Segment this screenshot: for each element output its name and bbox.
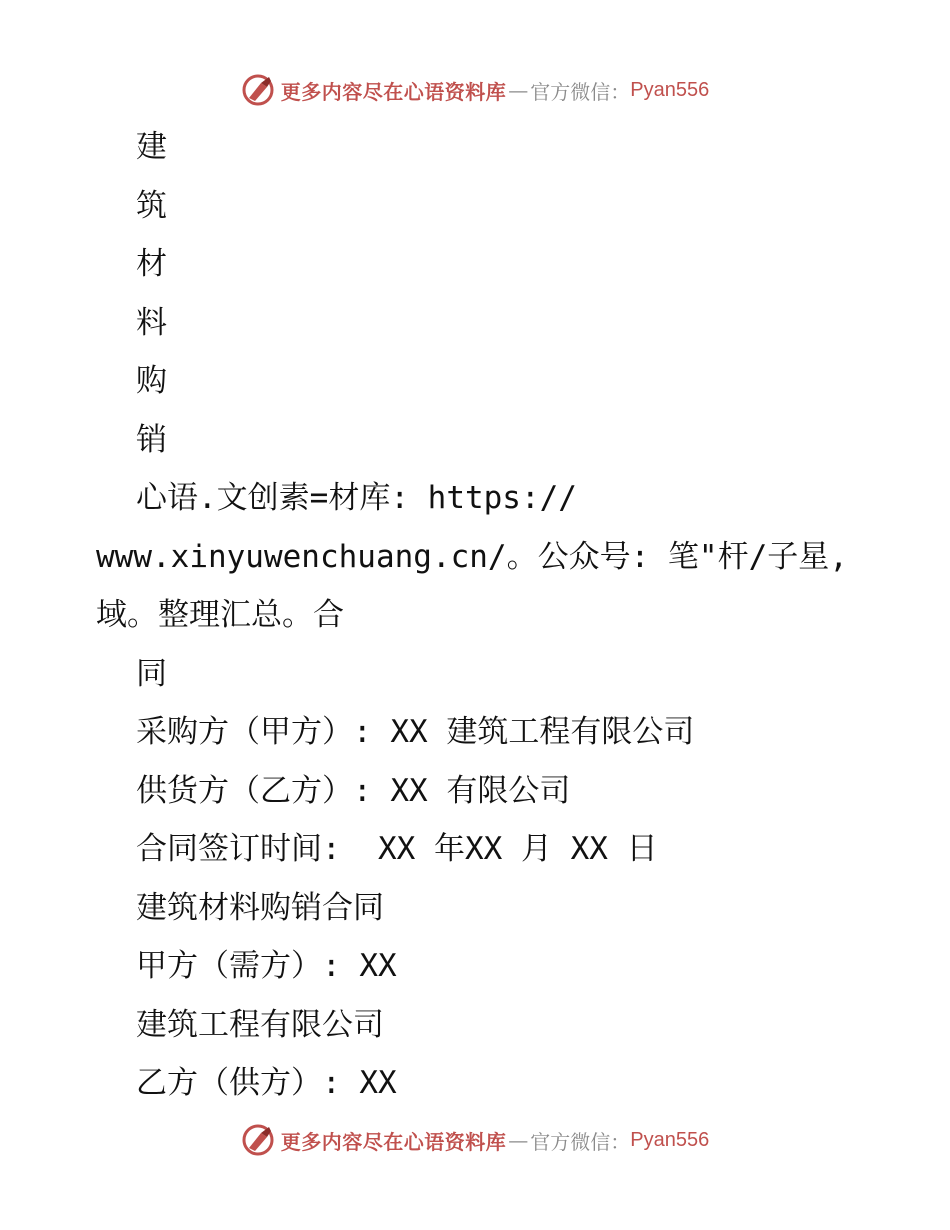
doc-line: www.xinyuwenchuang.cn/。公众号: 笔"杆/子星,	[96, 538, 848, 575]
banner-separator: —	[508, 78, 529, 102]
doc-line: 购	[136, 363, 167, 399]
banner-wechat-id: Pyan556	[630, 1128, 710, 1151]
doc-line: 材	[136, 246, 167, 282]
doc-line: 筑	[136, 187, 167, 224]
doc-line-buyer: 采购方（甲方）: XX 建筑工程有限公司	[136, 714, 695, 750]
doc-line: 同	[136, 655, 167, 692]
doc-line: 建	[136, 129, 167, 165]
doc-line: 建筑工程有限公司	[136, 1006, 384, 1043]
banner-main-text: 更多内容尽在心语资料库	[280, 1129, 507, 1154]
banner-main-text: 更多内容尽在心语资料库	[280, 79, 507, 104]
doc-line-party-b: 乙方（供方）: XX	[136, 1065, 397, 1101]
banner-separator: —	[508, 1128, 529, 1152]
banner-sub-text: 官方微信：	[530, 79, 631, 104]
footer-banner	[0, 1118, 950, 1162]
doc-line: 心语.文创素=材库: https://	[136, 480, 577, 516]
doc-line-supplier: 供货方（乙方）: XX 有限公司	[136, 772, 571, 809]
doc-line-sign-date: 合同签订时间: XX 年XX 月 XX 日	[136, 831, 658, 867]
banner-sub-text: 官方微信：	[530, 1129, 631, 1154]
doc-line: 料	[136, 304, 167, 341]
doc-line: 销	[136, 421, 167, 458]
pen-nib-logo-icon	[241, 1123, 275, 1157]
pen-nib-logo-icon	[241, 73, 275, 107]
doc-line: 域。整理汇总。合	[96, 597, 344, 633]
document-body	[96, 118, 856, 1113]
banner-wechat-id: Pyan556	[630, 78, 710, 101]
header-banner	[0, 68, 950, 112]
doc-line-contract-title: 建筑材料购销合同	[136, 889, 384, 926]
doc-line-party-a: 甲方（需方）: XX	[136, 948, 397, 984]
